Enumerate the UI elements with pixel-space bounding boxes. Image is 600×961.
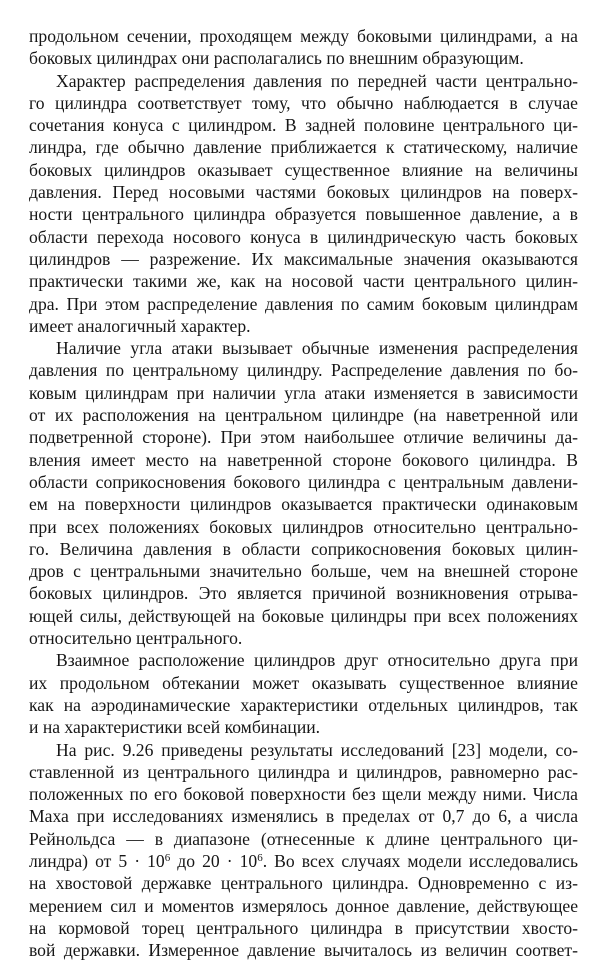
text-line: Взаимное расположение цилиндров друг относительно друга при [29,649,578,671]
text-line: области перехода носового конуса в цилиндрическую часть боковых [29,226,578,248]
text-line: Маха при исследованиях изменялись в пределах от 0,7 до 6, а числа [29,805,578,827]
paragraph [29,337,578,649]
text-line: боковых цилиндров. Это является причиной возникновения отрыва- [29,582,578,604]
text-line: Рейнольдса — в диапазоне (отнесенные к длине центрального ци- [29,828,578,850]
text-line: сочетания конуса с цилиндром. В задней половине центрального ци- [29,114,578,136]
paragraph [29,70,578,338]
text-line: их продольном обтекании может оказывать существенное влияние [29,672,578,694]
text-line: как на аэродинамические характеристики отдельных цилиндров, так [29,694,578,716]
text-line: цилиндров — разрежение. Их максимальные значения оказываются [29,248,578,270]
text-line: Характер распределения давления по передней части центрально- [29,70,578,92]
text-line: вой державки. Измеренное давление вычиталось из величин соответ- [29,939,578,961]
text-line: боковых цилиндрах они располагались по внешним образующим. [29,47,578,69]
text-line: вления имеет место на наветренной стороне бокового цилиндра. В [29,449,578,471]
text-line: относительно центрального. [29,627,578,649]
text-line: Наличие угла атаки вызывает обычные изменения распределения [29,337,578,359]
text-line: ющей силы, действующей на боковые цилиндры при всех положениях [29,605,578,627]
superscript: 6 [165,852,171,864]
text-segment: . Во всех случаях модели исследовались [263,851,578,871]
text-line: ставленной из центрального цилиндра и цилиндров, равномерно рас- [29,761,578,783]
text-line: подветренной стороне). При этом наибольшее отличие величины да- [29,426,578,448]
text-line: на хвостовой державке центрального цилиндра. Одновременно с из- [29,872,578,894]
text-segment: до 20 · 10 [170,851,257,871]
text-line: дра. При этом распределение давления по самим боковым цилиндрам [29,293,578,315]
text-line: линдра, где обычно давление приближается к статическому, наличие [29,136,578,158]
text-line: ности центрального цилиндра образуется повышенное давление, а в [29,203,578,225]
text-line: боковых цилиндров оказывает существенное влияние на величины [29,159,578,181]
text-line: имеет аналогичный характер. [29,315,578,337]
text-line [29,850,578,872]
text-line: области соприкосновения бокового цилиндра с центральным давлени- [29,471,578,493]
text-line: На рис. 9.26 приведены результаты исследований [23] модели, со- [29,739,578,761]
paragraph [29,739,578,961]
text-line: давления по центральному цилиндру. Распределение давления по бо- [29,359,578,381]
text-line: го цилиндра соответствует тому, что обычно наблюдается в случае [29,92,578,114]
superscript: 6 [257,852,263,864]
text-line: мерением сил и моментов измерялось донное давление, действующее [29,895,578,917]
text-segment: линдра) от 5 · 10 [29,851,165,871]
text-line: положенных по его боковой поверхности без щели между ними. Числа [29,783,578,805]
text-line: го. Величина давления в области соприкосновения боковых цилин- [29,538,578,560]
text-line: давления. Перед носовыми частями боковых цилиндров на поверх- [29,181,578,203]
document-page [29,25,578,961]
paragraph [29,25,578,70]
text-line: ем на поверхности цилиндров оказывается практически одинаковым [29,493,578,515]
text-line: от их расположения на центральном цилиндре (на наветренной или [29,404,578,426]
text-line: на кормовой торец центрального цилиндра в присутствии хвосто- [29,917,578,939]
text-line: и на характеристики всей комбинации. [29,716,578,738]
text-line: при всех положениях боковых цилиндров относительно центрально- [29,516,578,538]
text-line: ковым цилиндрам при наличии угла атаки изменяется в зависимости [29,382,578,404]
paragraph [29,649,578,738]
text-line: практически такими же, как на носовой части центрального цилин- [29,270,578,292]
text-line: продольном сечении, проходящем между боковыми цилиндрами, а на [29,25,578,47]
text-line: дров с центральными значительно больше, чем на внешней стороне [29,560,578,582]
